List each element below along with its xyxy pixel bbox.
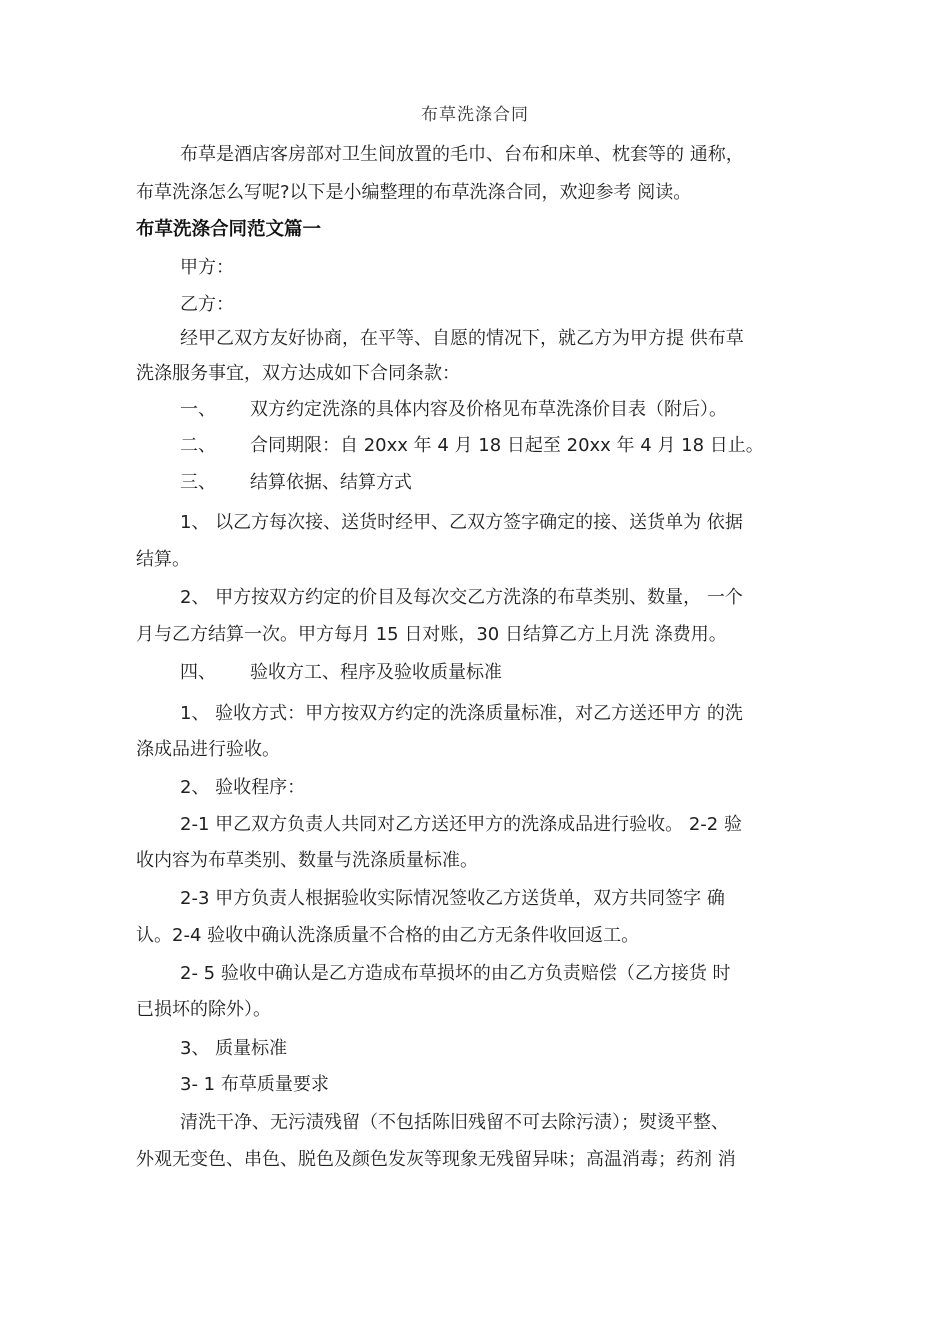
clause-1-text: 双方约定洗涤的具体内容及价格见布草洗涤价目表（附后）。 — [250, 399, 727, 420]
clause-4-2-1-line-2: 收内容为布草类别、数量与洗涤质量标准。 — [136, 850, 478, 871]
party-a-label: 甲方： — [180, 257, 234, 278]
preamble-line-1: 经甲乙双方友好协商，在平等、自愿的情况下，就乙方为甲方提 供布草 — [180, 328, 744, 349]
clause-4-number: 四、 — [180, 662, 216, 683]
clause-4-2-3-line-1: 2-3 甲方负责人根据验收实际情况签收乙方送货单，双方共同签字 确 — [180, 888, 725, 909]
clause-4-3-label: 3、 质量标准 — [180, 1038, 288, 1059]
document-title: 布草洗涤合同 — [421, 105, 529, 125]
clause-4-3-1-label: 3- 1 布草质量要求 — [180, 1074, 329, 1095]
clause-3-2-line-2: 月与乙方结算一次。甲方每月 15 日对账，30 日结算乙方上月洗 涤费用。 — [136, 624, 727, 645]
clause-4-1-line-2: 涤成品进行验收。 — [136, 739, 280, 760]
intro-line-2: 布草洗涤怎么写呢?以下是小编整理的布草洗涤合同，欢迎参考 阅读。 — [136, 182, 692, 203]
clause-4-2-1-line-1: 2-1 甲乙双方负责人共同对乙方送还甲方的洗涤成品进行验收。 2-2 验 — [180, 814, 742, 835]
quality-text-line-2: 外观无变色、串色、脱色及颜色发灰等现象无残留异味；高温消毒；药剂 消 — [136, 1149, 736, 1170]
intro-line-1: 布草是酒店客房部对卫生间放置的毛巾、台布和床单、枕套等的 通称， — [180, 144, 744, 165]
clause-3-number: 三、 — [180, 472, 216, 493]
quality-text-line-1: 清洗干净、无污渍残留（不包括陈旧残留不可去除污渍）；熨烫平整、 — [180, 1112, 729, 1133]
section-heading: 布草洗涤合同范文篇一 — [136, 219, 322, 240]
clause-4-text: 验收方工、程序及验收质量标准 — [250, 662, 502, 683]
clause-2-text: 合同期限：自 20xx 年 4 月 18 日起至 20xx 年 4 月 18 日止。 — [250, 435, 764, 456]
clause-3-text: 结算依据、结算方式 — [250, 472, 412, 493]
clause-4-2-3-line-2: 认。2-4 验收中确认洗涤质量不合格的由乙方无条件收回返工。 — [136, 925, 640, 946]
clause-4-2-5-line-1: 2- 5 验收中确认是乙方造成布草损坏的由乙方负责赔偿（乙方接货 时 — [180, 963, 731, 984]
clause-4-2-label: 2、 验收程序： — [180, 777, 306, 798]
clause-4-1-line-1: 1、 验收方式：甲方按双方约定的洗涤质量标准，对乙方送还甲方 的洗 — [180, 703, 743, 724]
clause-1-number: 一、 — [180, 399, 216, 420]
clause-3-1-line-2: 结算。 — [136, 549, 190, 570]
clause-4-2-5-line-2: 已损坏的除外）。 — [136, 999, 271, 1020]
clause-3-1-line-1: 1、 以乙方每次接、送货时经甲、乙双方签字确定的接、送货单为 依据 — [180, 512, 743, 533]
clause-2-number: 二、 — [180, 435, 216, 456]
clause-3-2-line-1: 2、 甲方按双方约定的价目及每次交乙方洗涤的布草类别、数量， 一个 — [180, 587, 743, 608]
party-b-label: 乙方： — [180, 294, 234, 315]
preamble-line-2: 洗涤服务事宜，双方达成如下合同条款： — [136, 363, 460, 384]
